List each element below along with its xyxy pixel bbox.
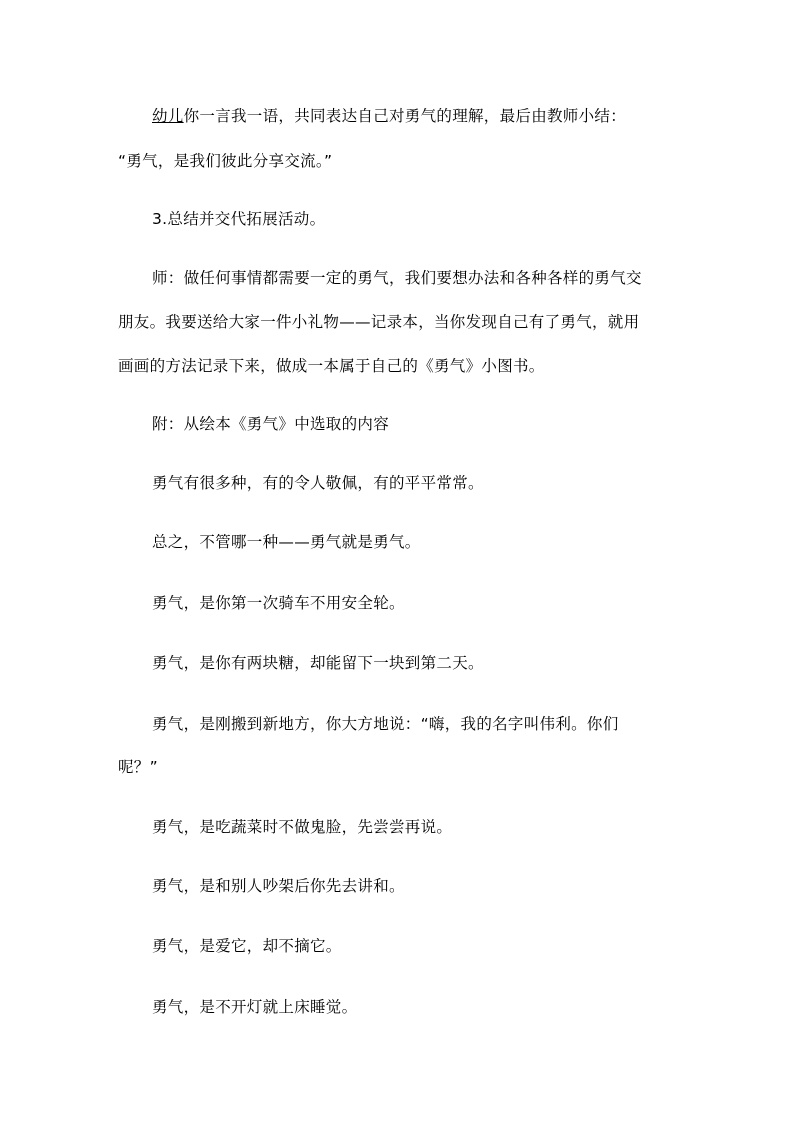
paragraph-10: 勇气，是吃蔬菜时不做鬼脸，先尝尝再说。 [152, 818, 453, 836]
paragraph-5: 勇气有很多种，有的令人敬佩，有的平平常常。 [152, 474, 484, 492]
paragraph-2: 3.总结并交代拓展活动。 [152, 210, 326, 228]
paragraph-12: 勇气，是爱它，却不摘它。 [152, 937, 342, 955]
paragraph-6: 总之，不管哪一种——勇气就是勇气。 [152, 533, 421, 551]
paragraph-13: 勇气，是不开灯就上床睡觉。 [152, 998, 358, 1016]
paragraph-1-line-1 [152, 106, 626, 126]
paragraph-3-line-2: 朋友。我要送给大家一件小礼物——记录本，当你发现自己有了勇气，就用 [118, 313, 640, 331]
paragraph-11: 勇气，是和别人吵架后你先去讲和。 [152, 877, 405, 895]
kindergarten-link[interactable]: 幼儿 [152, 107, 184, 125]
paragraph-3-line-1: 师：做任何事情都需要一定的勇气，我们要想办法和各种各样的勇气交 [152, 269, 642, 287]
paragraph-1-text: 你一言我一语，共同表达自己对勇气的理解，最后由教师小结： [183, 107, 627, 125]
paragraph-9-line-2: 呢？” [118, 758, 158, 776]
paragraph-9-line-1: 勇气，是刚搬到新地方，你大方地说：“嗨，我的名字叫伟利。你们 [152, 715, 619, 733]
paragraph-1-line-2: “勇气，是我们彼此分享交流。” [118, 152, 333, 170]
paragraph-3-line-3: 画画的方法记录下来，做成一本属于自己的《勇气》小图书。 [118, 357, 545, 375]
paragraph-7: 勇气，是你第一次骑车不用安全轮。 [152, 594, 405, 612]
paragraph-8: 勇气，是你有两块糖，却能留下一块到第二天。 [152, 654, 484, 672]
paragraph-4: 附：从绘本《勇气》中选取的内容 [152, 415, 390, 433]
